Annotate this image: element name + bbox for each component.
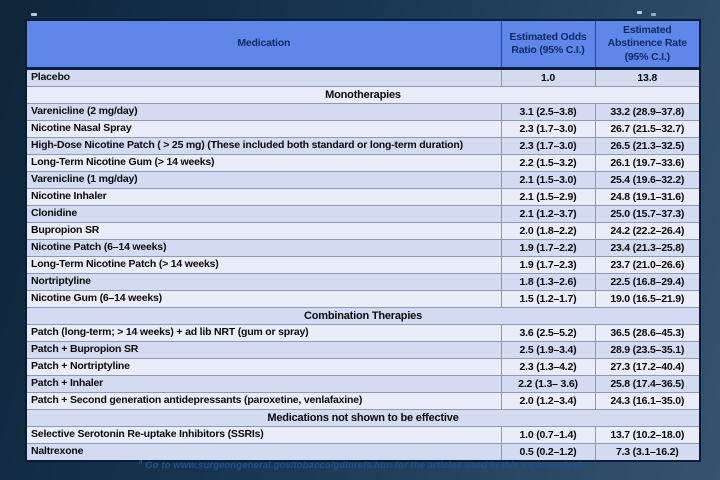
table-row bbox=[26, 206, 700, 223]
odds-ratio-cell: 2.3 (1.3–4.2) bbox=[501, 359, 595, 376]
column-header-odds-ratio: Estimated Odds Ratio (95% C.I.) bbox=[501, 20, 595, 69]
table-row bbox=[26, 325, 700, 342]
odds-ratio-cell: 2.2 (1.3– 3.6) bbox=[501, 376, 595, 393]
abstinence-rate-cell: 7.3 (3.1–16.2) bbox=[595, 444, 700, 462]
abstinence-rate-cell: 13.8 bbox=[595, 69, 700, 87]
section-label: Medications not shown to be effective bbox=[26, 410, 700, 427]
table-row bbox=[26, 69, 700, 87]
section-row bbox=[26, 87, 700, 104]
table-row bbox=[26, 427, 700, 444]
odds-ratio-cell: 2.1 (1.2–3.7) bbox=[501, 206, 595, 223]
table-row bbox=[26, 121, 700, 138]
medication-cell: Nicotine Nasal Spray bbox=[26, 121, 501, 138]
section-label: Combination Therapies bbox=[26, 308, 700, 325]
header-row bbox=[26, 20, 700, 69]
table-row bbox=[26, 240, 700, 257]
abstinence-rate-cell: 27.3 (17.2–40.4) bbox=[595, 359, 700, 376]
abstinence-rate-cell: 26.7 (21.5–32.7) bbox=[595, 121, 700, 138]
medication-cell: High-Dose Nicotine Patch ( > 25 mg) (These included both standard or long-term duration) bbox=[26, 138, 501, 155]
table-row bbox=[26, 359, 700, 376]
column-header-abstinence-rate: Estimated Abstinence Rate (95% C.I.) bbox=[595, 20, 700, 69]
medication-cell: Nortriptyline bbox=[26, 274, 501, 291]
abstinence-rate-cell: 26.1 (19.7–33.6) bbox=[595, 155, 700, 172]
column-header-medication: Medication bbox=[26, 20, 501, 69]
abstinence-rate-cell: 22.5 (16.8–29.4) bbox=[595, 274, 700, 291]
medication-cell: Patch (long-term; > 14 weeks) + ad lib NRT (gum or spray) bbox=[26, 325, 501, 342]
footnote-text: Go to www.surgeongeneral.gov/tobacco/gdlnrefs.htm for the articles used in this meta-analysis bbox=[145, 460, 586, 472]
odds-ratio-cell: 2.2 (1.5–3.2) bbox=[501, 155, 595, 172]
medication-cell: Patch + Second generation antidepressants (paroxetine, venlafaxine) bbox=[26, 393, 501, 410]
table-row bbox=[26, 342, 700, 359]
odds-ratio-cell: 1.8 (1.3–2.6) bbox=[501, 274, 595, 291]
abstinence-rate-cell: 25.4 (19.6–32.2) bbox=[595, 172, 700, 189]
table-row bbox=[26, 393, 700, 410]
odds-ratio-cell: 2.3 (1.7–3.0) bbox=[501, 121, 595, 138]
odds-ratio-cell: 1.9 (1.7–2.3) bbox=[501, 257, 595, 274]
abstinence-rate-cell: 25.0 (15.7–37.3) bbox=[595, 206, 700, 223]
medication-cell: Patch + Bupropion SR bbox=[26, 342, 501, 359]
abstinence-rate-cell: 24.2 (22.2–26.4) bbox=[595, 223, 700, 240]
medication-cell: Varenicline (1 mg/day) bbox=[26, 172, 501, 189]
slide-artifact-speck bbox=[637, 11, 642, 14]
section-row bbox=[26, 410, 700, 427]
table-row bbox=[26, 155, 700, 172]
abstinence-rate-cell: 23.4 (21.3–25.8) bbox=[595, 240, 700, 257]
medication-cell: Nicotine Patch (6–14 weeks) bbox=[26, 240, 501, 257]
abstinence-rate-cell: 25.8 (17.4–36.5) bbox=[595, 376, 700, 393]
medication-cell: Bupropion SR bbox=[26, 223, 501, 240]
odds-ratio-cell: 2.3 (1.7–3.0) bbox=[501, 138, 595, 155]
abstinence-rate-cell: 28.9 (23.5–35.1) bbox=[595, 342, 700, 359]
odds-ratio-cell: 1.5 (1.2–1.7) bbox=[501, 291, 595, 308]
medication-cell: Nicotine Gum (6–14 weeks) bbox=[26, 291, 501, 308]
abstinence-rate-cell: 19.0 (16.5–21.9) bbox=[595, 291, 700, 308]
abstinence-rate-cell: 26.5 (21.3–32.5) bbox=[595, 138, 700, 155]
medication-cell: Placebo bbox=[26, 69, 501, 87]
table-row bbox=[26, 189, 700, 206]
table-header bbox=[26, 20, 700, 69]
medication-cell: Naltrexone bbox=[26, 444, 501, 462]
abstinence-rate-cell: 36.5 (28.6–45.3) bbox=[595, 325, 700, 342]
odds-ratio-cell: 1.9 (1.7–2.2) bbox=[501, 240, 595, 257]
medication-cell: Nicotine Inhaler bbox=[26, 189, 501, 206]
table-row bbox=[26, 223, 700, 240]
odds-ratio-cell: 2.1 (1.5–3.0) bbox=[501, 172, 595, 189]
odds-ratio-cell: 2.0 (1.8–2.2) bbox=[501, 223, 595, 240]
section-label: Monotherapies bbox=[26, 87, 700, 104]
table-row bbox=[26, 291, 700, 308]
medication-cell: Selective Serotonin Re-uptake Inhibitors (SSRIs) bbox=[26, 427, 501, 444]
table-row bbox=[26, 274, 700, 291]
table-row bbox=[26, 104, 700, 121]
footnote-marker: a bbox=[138, 459, 143, 466]
abstinence-rate-cell: 24.8 (19.1–31.6) bbox=[595, 189, 700, 206]
medication-cell: Patch + Nortriptyline bbox=[26, 359, 501, 376]
abstinence-rate-cell: 33.2 (28.9–37.8) bbox=[595, 104, 700, 121]
odds-ratio-cell: 0.5 (0.2–1.2) bbox=[501, 444, 595, 462]
odds-ratio-cell: 2.1 (1.5–2.9) bbox=[501, 189, 595, 206]
medication-cell: Varenicline (2 mg/day) bbox=[26, 104, 501, 121]
table-row bbox=[26, 376, 700, 393]
odds-ratio-cell: 3.6 (2.5–5.2) bbox=[501, 325, 595, 342]
table-body bbox=[26, 69, 700, 462]
medications-table bbox=[25, 19, 701, 462]
abstinence-rate-cell: 13.7 (10.2–18.0) bbox=[595, 427, 700, 444]
odds-ratio-cell: 2.5 (1.9–3.4) bbox=[501, 342, 595, 359]
abstinence-rate-cell: 23.7 (21.0–26.6) bbox=[595, 257, 700, 274]
medication-cell: Long-Term Nicotine Patch (> 14 weeks) bbox=[26, 257, 501, 274]
slide-artifact-speck bbox=[31, 13, 37, 16]
medication-cell: Clonidine bbox=[26, 206, 501, 223]
table-row bbox=[26, 138, 700, 155]
abstinence-rate-cell: 24.3 (16.1–35.0) bbox=[595, 393, 700, 410]
odds-ratio-cell: 1.0 bbox=[501, 69, 595, 87]
odds-ratio-cell: 1.0 (0.7–1.4) bbox=[501, 427, 595, 444]
medication-cell: Patch + Inhaler bbox=[26, 376, 501, 393]
table-row bbox=[26, 172, 700, 189]
medication-cell: Long-Term Nicotine Gum (> 14 weeks) bbox=[26, 155, 501, 172]
footnote bbox=[25, 459, 699, 471]
odds-ratio-cell: 2.0 (1.2–3.4) bbox=[501, 393, 595, 410]
odds-ratio-cell: 3.1 (2.5–3.8) bbox=[501, 104, 595, 121]
table-row bbox=[26, 257, 700, 274]
section-row bbox=[26, 308, 700, 325]
